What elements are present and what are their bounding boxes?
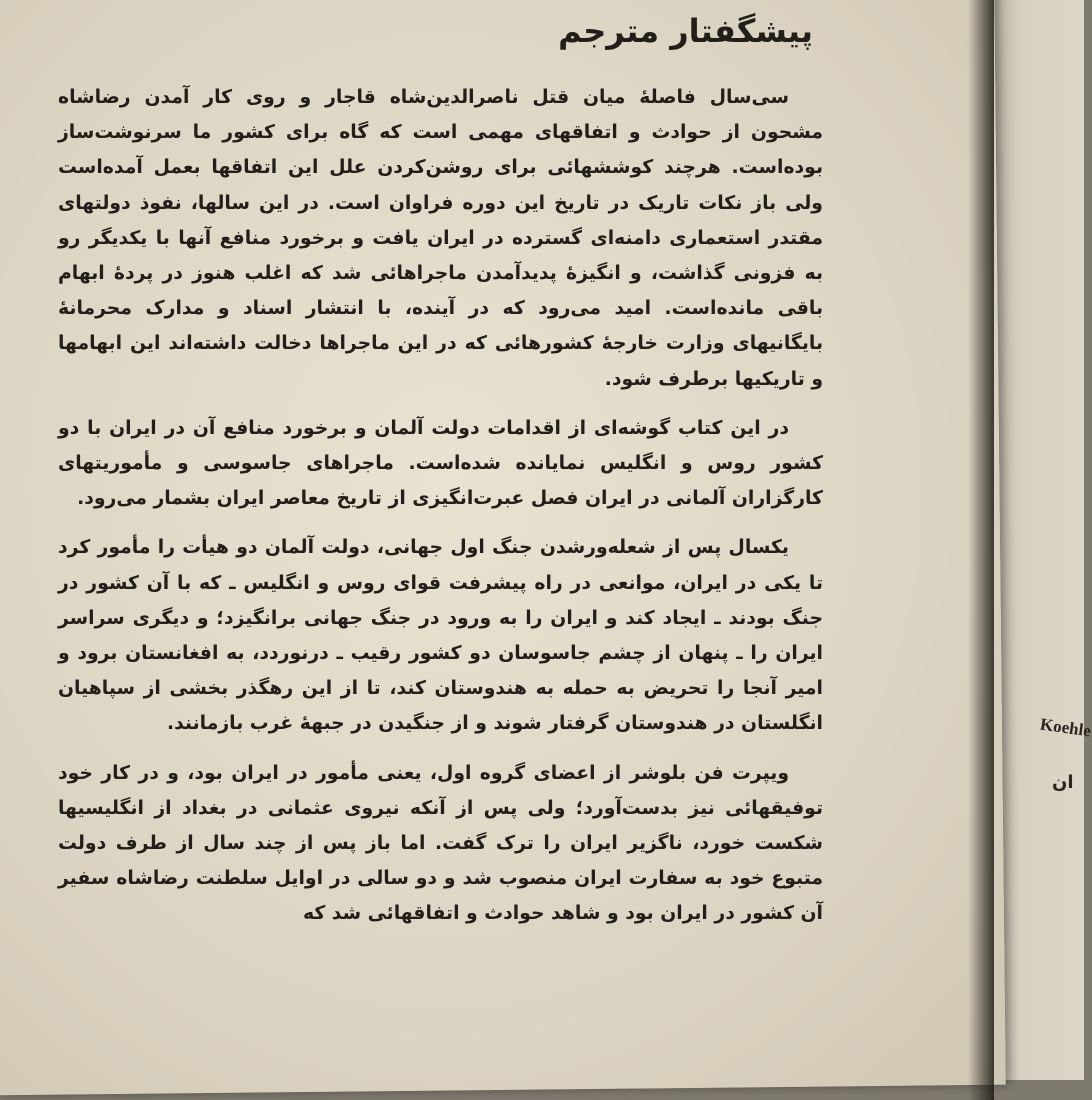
page-text-block [58,12,823,946]
paragraph-3: یکسال پس از شعله‌ورشدن جنگ اول جهانی، دولت آلمان دو هیأت را مأمور کرد تا یکی در ایران، موانعی در راه پیشرفت قوای روس و انگلیس ـ که با آن کشور در جنگ بودند ـ ایجاد کند و ایران را به ورود در جنگ جهانی برانگیزد؛ و دیگری سراسر ایران را ـ پنهان از چشم جاسوسان دو کشور رقیب ـ درنوردد، به افغانستان برود و امیر آنجا را تحریض به حمله به هندوستان کند، تا از این رهگذر بخشی از سپاهیان انگلستان در هندوستان گرفتار شوند و از جنگیدن در جبههٔ غرب بازمانند. [58,537,823,735]
paragraph-4: ویپرت فن بلوشر از اعضای گروه اول، یعنی مأمور در ایران بود، و در کار خود توفیقهائی نیز بدست‌آورد؛ ولی پس از آنکه نیروی عثمانی در بغداد از انگلیسیها شکست خورد، ناگزیر ایران را ترک گفت. اما باز پس از چند سال از طرف دولت متبوع خود به سفارت ایران منصوب شد و دو سالی در اوایل سلطنت رضاشاه سفیر آن کشور در ایران بود و شاهد حوادث و اتفاقهائی شد که [58,762,823,925]
book-gutter-shadow [968,0,994,1100]
facing-page-text-fragment: Koehle [1038,714,1092,741]
paragraph-1: سی‌سال فاصلهٔ میان قتل ناصرالدین‌شاه قاجار و روی کار آمدن رضاشاه مشحون از حوادث و اتفاقهای مهمی است که گاه برای کشور ما سرنوشت‌ساز بوده‌است. هرچند کوششهائی برای روشن‌کردن علل این اتفاقها بعمل آمده‌است ولی باز نکات تاریک در تاریخ این دوره فراوان است. در این سالها، نفوذ دولتهای مقتدر استعماری دامنه‌ای گسترده در ایران یافت و برخورد منافع آنها با یکدیگر رو به فزونی گذاشت، و انگیزهٔ پدیدآمدن ماجراهائی شد که اغلب هنوز در پردهٔ ابهام باقی مانده‌است. امید می‌رود که در آینده، با انتشار اسناد و مدارک محرمانهٔ بایگانیهای وزارت خارجهٔ کشورهائی که در این ماجراها دخالت داشته‌اند این ابهامها و تاریکیها برطرف شود. [58,87,823,390]
facing-page-text-fragment-2: ان [1052,772,1074,793]
paragraph-2: در این کتاب گوشه‌ای از اقدامات دولت آلمان و برخورد منافع آن در ایران با دو کشور روس و انگلیس نمایانده شده‌است. ماجراهای جاسوسی و مأموریتهای کارگزاران آلمانی در ایران فصل عبرت‌انگیزی از تاریخ معاصر ایران بشمار می‌رود. [58,417,823,510]
facing-page [994,0,1084,1080]
chapter-heading: پیشگفتار مترجم [558,12,813,50]
